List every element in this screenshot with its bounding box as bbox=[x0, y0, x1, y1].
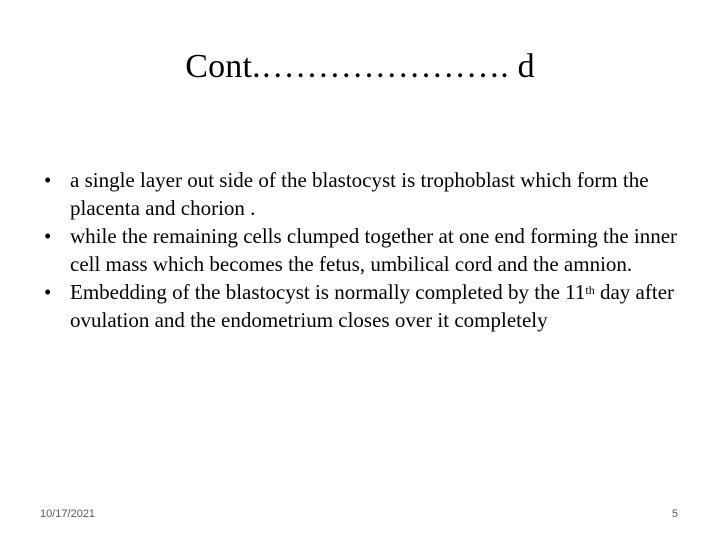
bullet-text: while the remaining cells clumped together at one end forming the inner cell mass which becomes the fetus, umbilical cord and the amnion. bbox=[70, 224, 678, 276]
bullet-item bbox=[44, 166, 694, 222]
bullet-dot-icon: • bbox=[44, 280, 52, 304]
ordinal-superscript: th bbox=[585, 283, 595, 297]
bullet-text-before: Embedding of the blastocyst is normally completed by the 11 bbox=[70, 280, 586, 304]
bullet-text: a single layer out side of the blastocyst is trophoblast which form the placenta and chorion . bbox=[70, 168, 649, 220]
bullet-list bbox=[44, 166, 694, 334]
bullet-text-after: day after ovulation and the endometrium closes over it completely bbox=[70, 280, 675, 332]
slide-title: Cont.…………………. d bbox=[185, 48, 535, 85]
bullet-dot-icon: • bbox=[44, 168, 52, 192]
bullet-item bbox=[44, 278, 694, 334]
bullet-dot-icon: • bbox=[44, 224, 52, 248]
bullet-item bbox=[44, 222, 694, 278]
footer-date: 10/17/2021 bbox=[40, 508, 96, 520]
page-number: 5 bbox=[671, 508, 678, 520]
